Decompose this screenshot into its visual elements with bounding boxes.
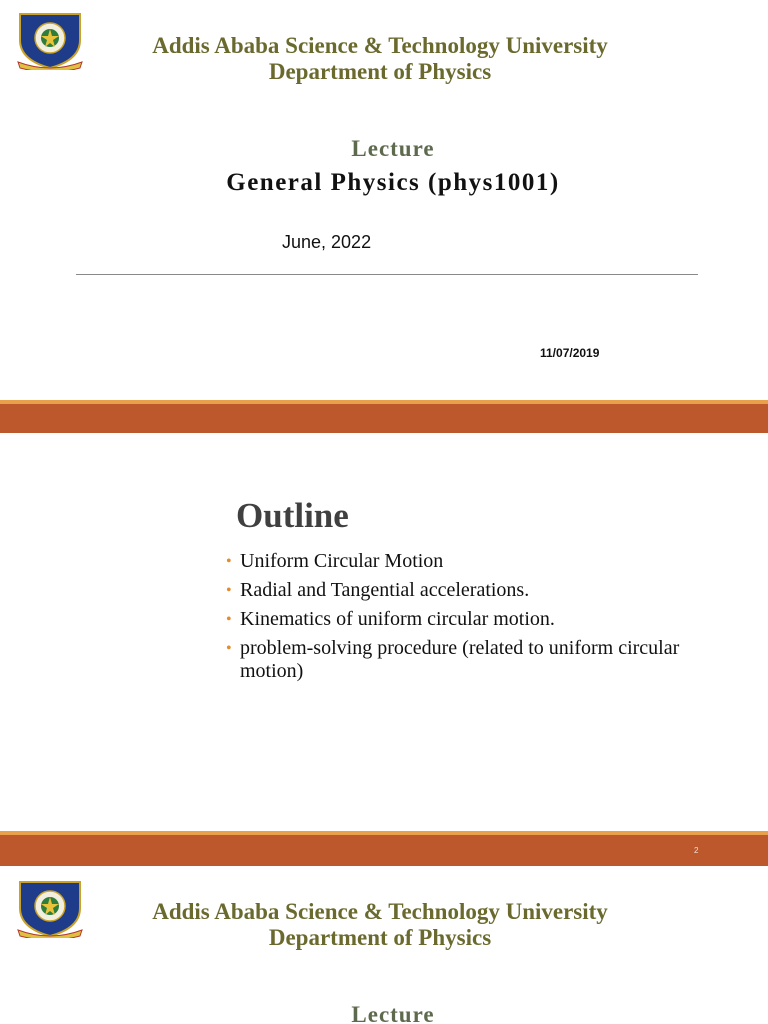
list-item: • Radial and Tangential accelerations. [226, 579, 530, 601]
footer-date: 11/07/2019 [540, 346, 600, 360]
lecture-label: Lecture [351, 136, 435, 161]
university-name: Addis Ababa Science & Technology University [152, 33, 608, 58]
slide-1 [0, 0, 768, 400]
bullet-icon: • [226, 553, 232, 570]
bullet-icon: • [226, 611, 232, 628]
slide-separator-band [0, 831, 768, 866]
slide-separator-band [0, 400, 768, 433]
outline-title: Outline [236, 496, 349, 535]
course-title: General Physics (phys1001) [226, 169, 560, 196]
list-item: • Uniform Circular Motion [226, 550, 444, 572]
divider-line [76, 274, 698, 275]
department-name: Department of Physics [268, 59, 492, 84]
page-number: 2 [694, 846, 699, 855]
lecture-label: Lecture [351, 1002, 435, 1024]
band-accent-line [0, 831, 768, 835]
band-accent-line [0, 400, 768, 404]
list-item: • Kinematics of uniform circular motion. [226, 608, 555, 630]
slide-3 [0, 866, 768, 1024]
lecture-date: June, 2022 [282, 232, 372, 252]
list-item: • problem-solving procedure (related to uniform circular motion) [226, 637, 680, 682]
bullet-icon: • [226, 582, 232, 599]
bullet-icon: • [226, 640, 232, 657]
department-name: Department of Physics [268, 925, 492, 950]
outline-list [226, 550, 696, 689]
university-name: Addis Ababa Science & Technology University [152, 899, 608, 924]
